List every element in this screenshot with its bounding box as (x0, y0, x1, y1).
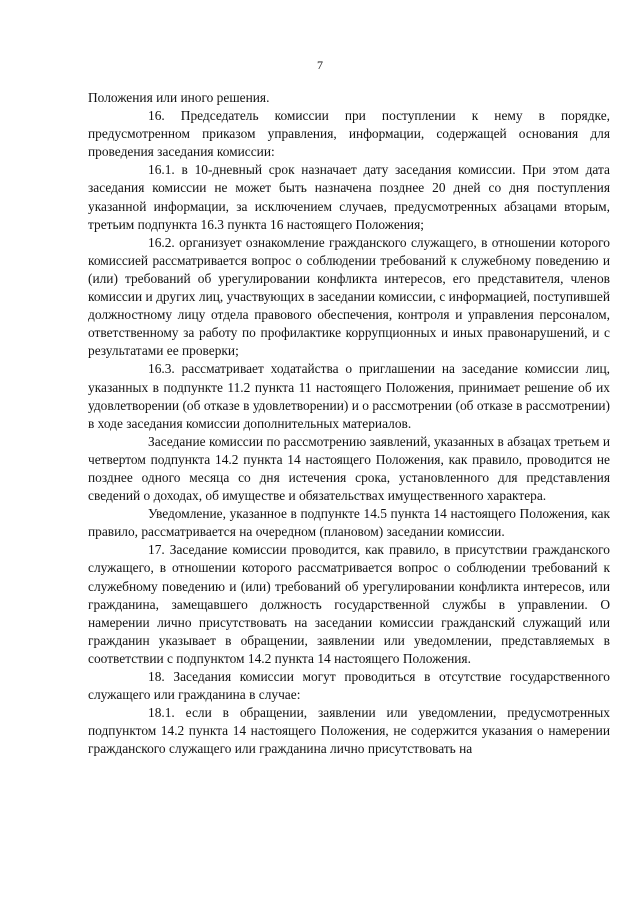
page-number: 7 (317, 58, 323, 72)
paragraph-17: 17. Заседание комиссии проводится, как правило, в присутствии гражданского служащего, в отношении которого рассматривается вопрос о соблюдении требований к служебному поведению и (или) требований об урегулировании конфликта интересов, или гражданина, замещавшего должность государственной службы в управлении. О намерении лично присутствовать на заседании комиссии гражданский служащий или гражданин указывает в обращении, заявлении или уведомлении, представляемых в соответствии с подпунктом 14.2 пункта 14 настоящего Положения. (88, 542, 610, 666)
paragraph-16-2: 16.2. организует ознакомление гражданского служащего, в отношении которого комиссией рассматривается вопрос о соблюдении требований к служебному поведению и (или) требований об урегулировании конфликта интересов, его представителя, членов комиссии и других лиц, участвующих в заседании комиссии, с информацией, поступившей должностному лицу отдела правового обеспечения, контроля и управления персоналом, ответственному за работу по профилактике коррупционных и иных правонарушений, и с результатами ее проверки; (88, 234, 610, 359)
paragraph-16-1: 16.1. в 10-дневный срок назначает дату заседания комиссии. При этом дата заседания комиссии не может быть назначена позднее 20 дней со дня поступления указанной информации, за исключением случаев, предусмотренных абзацами вторым, третьим подпункта 16.3 пункта 16 настоящего Положения; (88, 162, 610, 232)
document-body (88, 89, 610, 758)
paragraph-18: 18. Заседания комиссии могут проводиться в отсутствие государственного служащего или гражданина в случае: (88, 669, 610, 703)
paragraph-continuation: Положения или иного решения. (88, 90, 270, 105)
paragraph-16-3: 16.3. рассматривает ходатайства о приглашении на заседание комиссии лиц, указанных в подпункте 11.2 пункта 11 настоящего Положения, принимает решение об их удовлетворении (об отказе в удовлетворении) и о рассмотрении (об отказе в рассмотрении) в ходе заседания комиссии дополнительных материалов. (88, 361, 610, 431)
paragraph-meeting-schedule: Заседание комиссии по рассмотрению заявлений, указанных в абзацах третьем и четвертом подпункта 14.2 пункта 14 настоящего Положения, как правило, проводится не позднее одного месяца со дня истечения срока, установленного для представления сведений о доходах, об имуществе и обязательствах имущественного характера. (88, 433, 610, 504)
paragraph-18-1: 18.1. если в обращении, заявлении или уведомлении, предусмотренных подпунктом 14.2 пункта 14 настоящего Положения, не содержится указания о намерении гражданского служащего или гражданина лично присутствовать на (88, 705, 610, 757)
paragraph-16: 16. Председатель комиссии при поступлении к нему в порядке, предусмотренном приказом управления, информации, содержащей основания для проведения заседания комиссии: (88, 108, 610, 160)
paragraph-notification: Уведомление, указанное в подпункте 14.5 пункта 14 настоящего Положения, как правило, рассматривается на очередном (плановом) заседании комиссии. (88, 506, 610, 540)
